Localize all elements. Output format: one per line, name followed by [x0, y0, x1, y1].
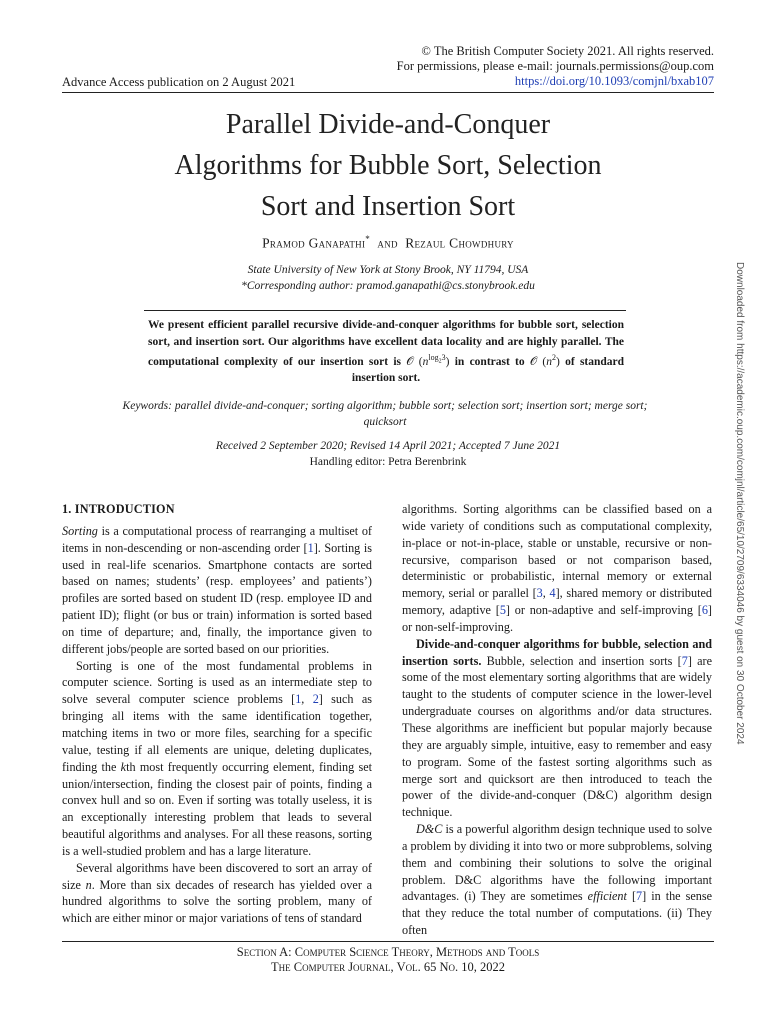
right-column	[402, 501, 712, 939]
doi-link[interactable]: https://doi.org/10.1093/comjnl/bxab107	[514, 74, 714, 88]
title-line-3: Sort and Insertion Sort	[260, 191, 516, 222]
footer-rule	[62, 941, 714, 942]
citation-link[interactable]: 3	[536, 586, 543, 601]
footer-journal: The Computer Journal, Vol. 65 No. 10, 2022	[270, 960, 506, 974]
affiliation	[62, 262, 714, 294]
citation-link[interactable]: 1	[307, 540, 314, 555]
affiliation-line: State University of New York at Stony Brook, NY 11794, USA	[247, 264, 529, 276]
text-span: . Sorting is used in real-life scenarios. Smartphone contacts are sorted based on names; students’ (resp. employees’ and patients’) profiles are sorted based on student ID (resp. employee ID and patient ID); flight (or bus or train) information is sorted based on time of departure; and, finally, the importance given to different jobs/people are sorted based on our priorities.	[62, 540, 372, 656]
citation-link[interactable]: 7	[681, 653, 688, 668]
journal-footer	[62, 945, 714, 975]
title-line-2: Algorithms for Bubble Sort, Selection	[174, 150, 602, 181]
citation-link[interactable]: 2	[312, 692, 319, 707]
section-heading: 1. INTRODUCTION	[62, 502, 175, 516]
math-n: n	[85, 877, 92, 892]
corresponding-author-line: *Corresponding author: pramod.ganapathi@cs.stonybrook.edu	[241, 280, 535, 292]
term-efficient: efficient	[587, 889, 627, 904]
abstract-part-2: in contrast to	[454, 355, 525, 368]
permissions-line: For permissions, please e-mail: journals.permissions@oup.com	[396, 59, 714, 73]
header-rule	[62, 92, 714, 93]
text-span: Several algorithms have been discovered to sort an array of size	[62, 860, 372, 892]
citation-link[interactable]: 6	[701, 603, 708, 618]
text-span: in the sense that they reduce the total number of computations. (ii) They often	[402, 889, 713, 938]
paragraph: algorithms. Sorting algorithms can be classified based on a wide variety of conditions such as computational complexity, in-place or not-in-place, stable or unstable, recursive or non-recursive, comparison based or not comparison based, deterministic or probabilistic, internal memory or external memory, serial or parallel [3, 4], shared memory or distributed memory, adaptive [5] or non-adaptive and self-improving [6] or non-self-improving.	[402, 502, 713, 634]
text-span: , shared memory or distributed memory, adaptive	[402, 586, 713, 618]
paragraph: Sorting is a computational process of rearranging a multiset of items in non-descending or non-ascending order [1]. Sorting is used in real-life scenarios. Smartphone contacts are sorted based on names; students’ (resp. employees’ and patients’) profiles are sorted based on student ID (resp. employee ID and patient ID); flight (or bus or train) information is sorted based on time of departure; and, finally, the importance given to different jobs/people are sorted based on our priorities.	[62, 523, 372, 656]
text-span: or non-self-improving.	[402, 619, 514, 634]
paragraph-lead: Divide-and-conquer algorithms for bubble, selection and insertion sorts.	[402, 636, 712, 668]
complexity-ours: 𝒪 $(n^{log_23})$	[406, 353, 450, 368]
author-1: Pramod Ganapathi	[262, 235, 366, 251]
text-span: algorithms. Sorting algorithms can be classified based on a wide variety of conditions such as computational complexity, in-place or not-in-place, stable or unstable, recursive or non-recursive, comparison based or not comparison based, deterministic or probabilistic, internal memory or external memory, serial or parallel	[402, 502, 712, 601]
text-span: is a powerful algorithm design technique used to solve a problem by dividing it into two or more subproblems, solving them and combining their solutions to solve the original problem. D&C algorithms have the following important advantages. (i) They are sometimes	[402, 822, 712, 904]
publication-note: Advance Access publication on 2 August 2021	[62, 75, 296, 89]
author-2: Rezaul Chowdhury	[405, 235, 514, 251]
received-dates: Received 2 September 2020; Revised 14 April 2021; Accepted 7 June 2021	[215, 440, 561, 452]
complexity-standard: 𝒪 $(n^2)$	[529, 353, 560, 368]
citation-link[interactable]: 1	[295, 692, 302, 707]
paragraph: Divide-and-conquer algorithms for bubble, selection and insertion sorts. Bubble, selection and insertion sorts [7] are some of the most elementary sorting algorithms that are widely taught to the students of computer science in the lower-level undergraduate courses on algorithms and/or data structures. These algorithms are inefficient but popular majorly because they are arguably simple, intuitive, easy to remember and easy to program. Some of the fastest sorting algorithms such as merge sort and quicksort are then introduced to teach the power of the divide-and-conquer (D&C) algorithm design technique.	[402, 636, 712, 820]
text-span: th most frequently occurring element, finding set union/intersection, finding the closest pair of points, finding a convex hull and so on. Even if sorting was totally useless, it is an exceptionally interesting problem that leads to several beautiful algorithms and analyses. For all these reasons, sorting is a well-studied problem and has a large literature.	[62, 759, 373, 858]
download-note-text: Downloaded from https://academic.oup.com/comjnl/article/65/10/2709/6334046 by guest on 30 October 2024	[734, 262, 745, 745]
abstract-rule	[144, 310, 626, 311]
paragraph	[62, 860, 372, 927]
title-line-1: Parallel Divide-and-Conquer	[225, 109, 551, 140]
abstract-part-3: of standard insertion sort.	[351, 355, 625, 385]
text-span: is a computational process of rearranging a multiset of items in non-descending or non-ascending order	[62, 523, 372, 555]
abstract-part-1: We present efficient parallel recursive divide-and-conquer algorithms for bubble sort, selection sort, and insertion sort. Our algorithms have excellent data locality and are highly parallel. The computational complexity of our insertion sort is	[148, 319, 624, 368]
author-and: and	[377, 235, 398, 251]
text-span: or non-adaptive and self-improving	[514, 603, 693, 618]
paragraph: D&C is a powerful algorithm design technique used to solve a problem by dividing it into two or more subproblems, solving them and combining their solutions to solve the original problem. D&C algorithms have the following important advantages. (i) They are sometimes efficient [7] in the sense that they reduce the total number of computations. (ii) They often	[402, 822, 713, 938]
keywords: Keywords: parallel divide-and-conquer; sorting algorithm; bubble sort; selection sort; insertion sort; merge sort; quicksort	[122, 400, 648, 428]
paper-title	[62, 104, 714, 227]
term-sorting: Sorting	[62, 523, 98, 538]
footer-section: Section A: Computer Science Theory, Methods and Tools	[236, 945, 540, 959]
abstract	[148, 317, 624, 387]
copyright-line: © The British Computer Society 2021. All rights reserved.	[421, 44, 714, 58]
citation-link[interactable]: 7	[636, 889, 643, 904]
text-span: Bubble, selection and insertion sorts	[486, 653, 673, 668]
handling-editor: Handling editor: Petra Berenbrink	[309, 456, 467, 468]
dates-block	[62, 438, 714, 470]
term-dc: D&C	[416, 822, 443, 837]
math-k: k	[120, 759, 127, 774]
left-column	[62, 501, 372, 927]
text-span: Sorting is one of the most fundamental problems in computer science. Sorting is used as an intermediate step to solve several computer science problems	[62, 658, 372, 707]
text-span: . More than six decades of research has yielded over a hundred algorithms to solve the sorting problem, many of which are either minor or major variations of tens of standard	[62, 877, 372, 926]
corresponding-mark: *	[365, 234, 371, 244]
paragraph: Sorting is one of the most fundamental problems in computer science. Sorting is used as an intermediate step to solve several computer science problems [1, 2] such as bringing all items with the same identification together, matching items in two or more files, searching for a specific value, testing if all elements are unique, deleting duplicates, finding the kth most frequently occurring element, finding set union/intersection, finding the closest pair of points, finding a convex hull and so on. Even if sorting was totally useless, it is an exceptionally interesting problem that leads to several beautiful algorithms and analyses. For all these reasons, sorting is a well-studied problem and has a large literature.	[62, 658, 373, 858]
authors-line	[62, 234, 714, 252]
citation-link[interactable]: 5	[499, 603, 506, 618]
text-span: such as bringing all items with the same identification together, matching items in two or more files, searching for a specific value, testing if all elements are unique, deleting duplicates, finding the	[62, 692, 372, 774]
copyright-block	[397, 44, 714, 89]
citation-link[interactable]: 4	[549, 586, 556, 601]
text-span: are some of the most elementary sorting algorithms that are widely taught to the students of computer science in the lower-level undergraduate courses on algorithms and/or data structures. These algorithms are inefficient but popular majorly because they are arguably simple, intuitive, easy to remember and easy to program. Some of the fastest sorting algorithms such as merge sort and quicksort are then introduced to teach the power of the divide-and-conquer (D&C) algorithm design technique.	[402, 653, 712, 820]
download-note	[731, 262, 751, 822]
